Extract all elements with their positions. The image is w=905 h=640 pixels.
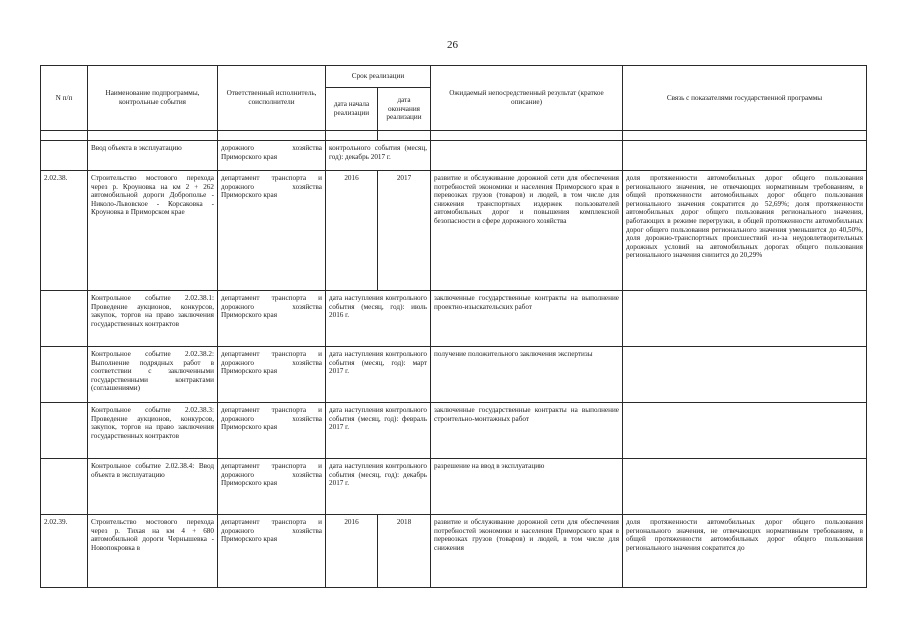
page-number: 26 — [447, 39, 458, 51]
row-number — [41, 291, 88, 347]
header-result: Ожидаемый непосредственный результат (краткое описание) — [431, 66, 623, 131]
expected-result: заключенные государственные контракты на выполнение проектно-изыскательских работ — [431, 291, 623, 347]
table-row — [41, 171, 867, 291]
table-row — [41, 141, 867, 171]
header-responsible: Ответственный исполнитель, соисполнители — [218, 66, 326, 131]
program-indicator-link — [623, 141, 867, 171]
event-name: Контрольное событие 2.02.38.1: Проведение аукционов, конкурсов, закупок, торгов на право заключения государственных контрактов — [88, 291, 218, 347]
program-indicator-link — [623, 403, 867, 459]
table-row — [41, 403, 867, 459]
expected-result: развитие и обслуживание дорожной сети для обеспечения потребностей экономики и населения Приморского края в перевозках грузов (товаров) и людей, в том числе для снижения — [431, 515, 623, 588]
row-number: 2.02.39. — [41, 515, 88, 588]
program-events-table — [40, 65, 867, 588]
program-indicator-link — [623, 291, 867, 347]
program-indicator-link — [623, 459, 867, 515]
table-row — [41, 459, 867, 515]
table-row — [41, 515, 867, 588]
header-end: дата окончания реализации — [378, 88, 431, 131]
event-date: контрольного события (месяц, год): декабрь 2017 г. — [326, 141, 431, 171]
header-start: дата начала реализации — [326, 88, 378, 131]
header-num: N п/п — [41, 66, 88, 131]
expected-result: разрешение на ввод в эксплуатацию — [431, 459, 623, 515]
program-indicator-link — [623, 347, 867, 403]
header-period: Срок реализации — [326, 66, 431, 88]
event-date: дата наступления контрольного события (месяц, год): февраль 2017 г. — [326, 403, 431, 459]
end-year: 2017 — [378, 171, 431, 291]
start-year: 2016 — [326, 515, 378, 588]
row-number: 2.02.38. — [41, 171, 88, 291]
responsible-party: департамент транспорта и дорожного хозяйства Приморского края — [218, 347, 326, 403]
event-name: Контрольное событие 2.02.38.3: Проведение аукционов, конкурсов, закупок, торгов на право заключения государственных контрактов — [88, 403, 218, 459]
row-number — [41, 347, 88, 403]
event-name: Строительство мостового перехода через р. Кроуновка на км 2 + 262 автомобильной дороги Доброполье - Николо-Львовское - Корсаковка - Кроуновка в Приморском крае — [88, 171, 218, 291]
row-number — [41, 141, 88, 171]
expected-result: развитие и обслуживание дорожной сети для обеспечения потребностей экономики и населения Приморского края в перевозках грузов (товаров) и людей, в том числе для снижения транспортных издержек пользователей автомобильных дорог и повышения комплексной безопасности в сфере дорожного хозяйства — [431, 171, 623, 291]
header-link: Связь с показателями государственной программы — [623, 66, 867, 131]
event-date: дата наступления контрольного события (месяц, год): март 2017 г. — [326, 347, 431, 403]
event-name: Контрольное событие 2.02.38.4: Ввод объекта в эксплуатацию — [88, 459, 218, 515]
event-name: Строительство мостового перехода через р. Тихая на км 4 + 680 автомобильной дороги Чернышевка - Новопокровка в — [88, 515, 218, 588]
row-number — [41, 459, 88, 515]
header-row — [41, 66, 867, 88]
expected-result: получение положительного заключения экспертизы — [431, 347, 623, 403]
responsible-party: департамент транспорта и дорожного хозяйства Приморского края — [218, 403, 326, 459]
event-date: дата наступления контрольного события (месяц, год): декабрь 2017 г. — [326, 459, 431, 515]
start-year: 2016 — [326, 171, 378, 291]
responsible-party: департамент транспорта и дорожного хозяйства Приморского края — [218, 291, 326, 347]
program-indicator-link: доля протяженности автомобильных дорог общего пользования регионального значения, не отвечающих нормативным требованиям, в общей протяженности автомобильных дорог общего пользования регионального значения сократится до — [623, 515, 867, 588]
program-indicator-link: доля протяженности автомобильных дорог общего пользования регионального значения, не отвечающих нормативным требованиям, в общей протяженности автомобильных дорог общего пользования регионального значения сократится до 52,69%; доля протяженности автомобильных дорог общего пользования регионального значения, работающих в режиме перегрузки, в общей протяженности автомобильных дорог общего пользования регионального значения уменьшится до 40,50%, доля дорожно-транспортных происшествий из-за неудовлетворительных дорожных условий на автомобильных дорогах общего пользования регионального значения снизится до 20,29% — [623, 171, 867, 291]
expected-result — [431, 141, 623, 171]
table-row — [41, 291, 867, 347]
spacer-row — [41, 131, 867, 141]
event-date: дата наступления контрольного события (месяц, год): июль 2016 г. — [326, 291, 431, 347]
header-name: Наименование подпрограммы, контрольные события — [88, 66, 218, 131]
responsible-party: дорожного хозяйства Приморского края — [218, 141, 326, 171]
responsible-party: департамент транспорта и дорожного хозяйства Приморского края — [218, 459, 326, 515]
row-number — [41, 403, 88, 459]
expected-result: заключенные государственные контракты на выполнение строительно-монтажных работ — [431, 403, 623, 459]
responsible-party: департамент транспорта и дорожного хозяйства Приморского края — [218, 515, 326, 588]
responsible-party: департамент транспорта и дорожного хозяйства Приморского края — [218, 171, 326, 291]
event-name: Контрольное событие 2.02.38.2: Выполнение подрядных работ в соответствии с заключенными государственными контрактами (соглашениями) — [88, 347, 218, 403]
event-name: Ввод объекта в эксплуатацию — [88, 141, 218, 171]
table-row — [41, 347, 867, 403]
end-year: 2018 — [378, 515, 431, 588]
